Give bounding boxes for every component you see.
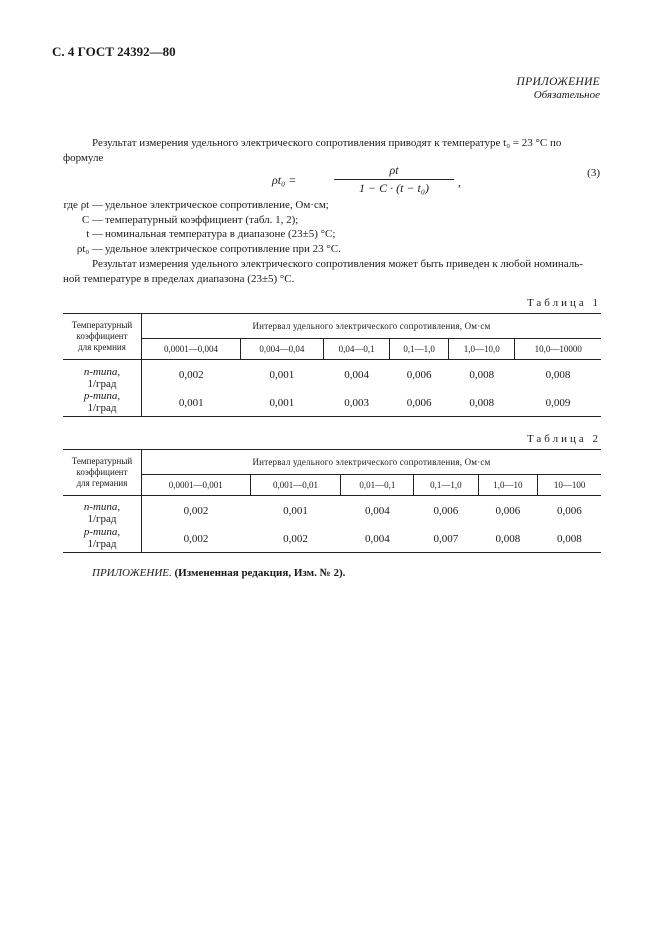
formula-numerator: ρt [389, 163, 399, 177]
table-cell: 0,008 [448, 390, 515, 417]
appendix-title: ПРИЛОЖЕНИЕ [516, 76, 600, 88]
column-header: 0,001—0,01 [250, 475, 341, 496]
definition-text: температурный коэффициент (табл. 1, 2); [105, 213, 299, 226]
intro-paragraph [63, 136, 601, 166]
page-header: С. 4 ГОСТ 24392—80 [52, 44, 176, 59]
table-cell: 0,008 [545, 369, 571, 381]
table-cell: 0,004 [344, 369, 369, 381]
definition-symbol: где ρt — [63, 199, 103, 211]
row-label-line: n-типа, [83, 366, 121, 378]
definition-symbol: C — [81, 213, 103, 226]
column-header: 0,0001—0,004 [142, 339, 241, 360]
row-header-line: коэффициент [76, 467, 128, 477]
formula-denominator: 1 − C · (t − t₀) [358, 181, 430, 195]
table-cell: 0,009 [515, 390, 601, 417]
row-header-line: коэффициент [76, 331, 128, 341]
formula-3 [272, 163, 612, 203]
table-cell: 0,001 [283, 504, 308, 517]
table-row [63, 390, 601, 417]
footer-note [92, 567, 345, 579]
row-label-line: p-типа, [83, 525, 121, 538]
table-row [63, 496, 601, 526]
intro-line-2: формуле [63, 152, 104, 164]
paragraph-2-line-2: ной температуре в пределах диапазона (23±5) °С. [63, 273, 295, 285]
paragraph-2-line-1: Результат измерения удельного электрического сопротивления может быть приведен к любой номиналь- [92, 258, 583, 270]
definition-text: удельное электрическое сопротивление, Ом·см; [105, 199, 329, 211]
table-cell: 0,004 [341, 526, 414, 553]
table-2 [63, 449, 601, 553]
fraction-bar [334, 179, 454, 180]
table-2-caption: Таблица 2 [526, 433, 601, 445]
footer-bold: (Измененная редакция, Изм. № 2). [174, 567, 346, 579]
table-cell: 0,008 [469, 369, 495, 381]
column-header: 0,0001—0,001 [142, 475, 251, 496]
column-header: 1,0—10 [478, 475, 538, 496]
row-label [63, 360, 142, 391]
footer-italic: ПРИЛОЖЕНИЕ. [92, 567, 172, 579]
table-cell: 0,002 [142, 526, 251, 553]
table-cell: 0,006 [406, 369, 432, 381]
row-label-line: 1/град [87, 512, 117, 525]
definition-text: номинальная температура в диапазоне (23±5) °С; [105, 228, 336, 240]
row-label [63, 496, 142, 526]
row-label-line: 1/град [87, 537, 117, 550]
column-header: 0,04—0,1 [323, 339, 390, 360]
definition-text: удельное электрическое сопротивление при 23 °С. [105, 242, 341, 255]
row-label-line: n-типа, [83, 500, 121, 513]
row-header-line: Температурный [71, 456, 133, 466]
definition-symbol: ρt₀ — [76, 242, 103, 255]
table-1-row-header [63, 314, 142, 360]
table-cell: 0,002 [178, 369, 204, 381]
row-header-line: для германия [76, 478, 128, 488]
formula-fraction [334, 163, 454, 196]
column-header: 10—100 [538, 475, 601, 496]
table-cell: 0,007 [414, 526, 478, 553]
column-header: 0,1—1,0 [390, 339, 449, 360]
table-1-span-header: Интервал удельного электрического сопротивления, Ом·см [142, 314, 602, 339]
row-header-line: Температурный [71, 320, 133, 330]
column-header: 0,1—1,0 [414, 475, 478, 496]
table-cell: 0,001 [241, 390, 324, 417]
table-cell: 0,008 [538, 526, 601, 553]
table-2-row-header [63, 450, 142, 496]
table-cell: 0,001 [142, 390, 241, 417]
formula-number: (3) [587, 167, 600, 179]
column-header: 0,004—0,04 [241, 339, 324, 360]
intro-line-1: Результат измерения удельного электрического сопротивления приводят к температуре t₀ = 23 °С по [92, 137, 562, 149]
appendix-label [517, 76, 600, 102]
row-label-line: 1/град [87, 378, 117, 390]
column-header: 1,0—10,0 [448, 339, 515, 360]
table-cell: 0,008 [478, 526, 538, 553]
row-label-line: p-типа, [83, 390, 121, 402]
formula-tail: , [458, 175, 461, 189]
definition-symbol: t — [86, 228, 103, 240]
row-label [63, 390, 142, 417]
table-cell: 0,002 [183, 504, 209, 517]
table-cell: 0,004 [364, 504, 390, 517]
table-cell: 0,002 [250, 526, 341, 553]
table-cell: 0,001 [269, 369, 295, 381]
table-row [63, 526, 601, 553]
table-2-span-header: Интервал удельного электрического сопротивления, Ом·см [142, 450, 602, 475]
appendix-subtitle: Обязательное [533, 89, 600, 101]
table-cell: 0,006 [390, 390, 449, 417]
row-label [63, 526, 142, 553]
column-header: 0,01—0,1 [341, 475, 414, 496]
table-cell: 0,006 [433, 504, 459, 517]
table-1-caption: Таблица 1 [526, 297, 601, 309]
row-header-line: для кремния [78, 342, 126, 352]
table-cell: 0,006 [556, 504, 582, 517]
row-label-line: 1/град [87, 402, 117, 414]
table-cell: 0,006 [495, 504, 521, 517]
table-1 [63, 313, 601, 417]
table-cell: 0,003 [323, 390, 390, 417]
column-header: 10,0—10000 [515, 339, 601, 360]
formula-lhs: ρt₀ = [272, 173, 297, 187]
paragraph-2 [63, 257, 601, 287]
table-row [63, 360, 601, 391]
